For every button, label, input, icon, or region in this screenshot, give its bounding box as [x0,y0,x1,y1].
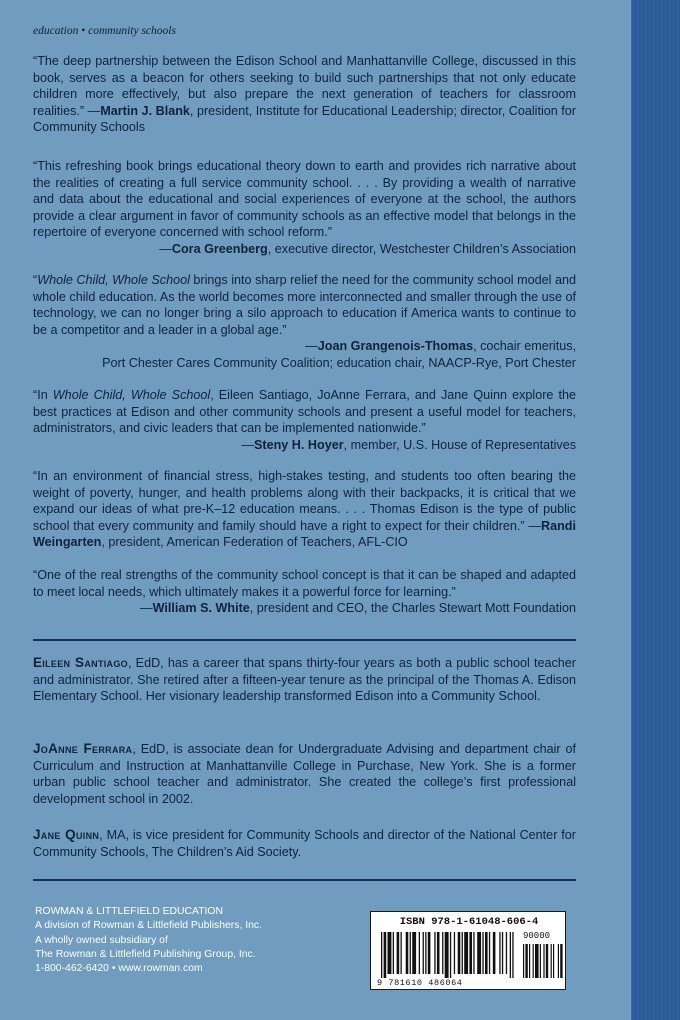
addon-bar [533,944,534,978]
author-bio-quinn [33,827,576,860]
blurb-dash: — [87,103,101,118]
blurb-author-title: , president and CEO, the Charles Stewart Mott Foundation [249,601,576,616]
blurb-author-title: , member, U.S. House of Representatives [343,437,576,452]
blurb-author-title-2: Port Chester Cares Community Coalition; education chair, NAACP-Rye, Port Chester [102,355,576,370]
barcode-bar [388,932,392,974]
addon-bar [535,944,539,978]
barcode-bar [401,932,402,974]
addon-bar [525,944,527,978]
addon-bar [546,944,548,978]
ean-digits: 9 781610 486064 [377,978,463,988]
barcode-bar [423,932,424,974]
barcode-bar [473,932,474,974]
blurb-quote: brings into sharp relief the need for the community school model and whole child education. As the world becomes more interconnected and smaller through the use of technology, we can no longer bring a silo approach to education if America wants to continue to be a competitor and a leader in a global age.” [33,273,576,337]
barcode-bar [450,932,451,978]
isbn-barcode [370,911,566,990]
divider-rule-bottom [33,879,576,881]
publisher-contact: 1-800-462-6420 • www.rowman.com [35,963,203,975]
blurb-dash: — [305,339,318,354]
category-label: education • community schools [33,25,176,37]
addon-bar [543,944,544,978]
addon-bar [523,944,524,978]
barcode-bar [442,932,443,974]
blurb-dash: — [140,601,153,616]
blurb-attribution [33,241,576,258]
author-bio-text: , MA, is vice president for Community Schools and director of the National Center for Community Schools, The Children’s Aid Society. [33,828,576,859]
author-bio-text: , EdD, is associate dean for Undergraduate Advising and department chair of Curriculum and Instruction at Manhattanville College in Purchase, New York. She is a former urban public school teacher and administrator. She created the college’s first professional development school in 2002. [33,742,576,806]
barcode-bar [410,932,411,974]
book-title-italic: Whole Child, Whole School [52,388,211,402]
author-name: JoAnne Ferrara [33,741,133,756]
barcode-bar [412,932,416,974]
author-bio-santiago [33,655,576,705]
barcode-bar [419,932,420,974]
addon-bar [551,944,552,978]
blurb-author: William S. White [152,601,250,616]
barcode-bar [458,932,461,974]
barcode-bar [482,932,483,974]
blurb-quote: , Eileen Santiago, JoAnne Ferrara, and Jane Quinn explore the best practices at Edison and other community schools and present a useful model for teachers, administrators, and civic leaders that can be implemented nationwide.” [33,388,576,436]
isbn-number: ISBN 978-1-61048-606-4 [399,916,539,928]
barcode-bar [384,932,387,978]
blurb-5 [33,468,576,551]
blurb-author: Martin J. Blank [100,103,190,118]
blurb-author: Cora Greenberg [171,241,268,256]
book-title-italic: Whole Child, Whole School [37,273,190,287]
blurb-quote: “The deep partnership between the Edison School and Manhattanville College, discussed in this book, serves as a beacon for others seeking to build such partnerships that not only educate children more effectively, but also prepare the next generation of teachers for classroom realities.” [33,54,576,118]
blurb-attribution [33,437,576,454]
barcode-bar [469,932,472,974]
author-name: Eileen Santiago [33,655,128,670]
blurb-quote: “In an environment of financial stress, high-stakes testing, and students too often bearing the weight of poverty, hunger, and health problems along with their backpacks, it is critical that we expand our ideas of what pre-K–12 education means. . . . Thomas Edison is the type of public school that every community and family should have a right to expect for their children.” [33,469,576,533]
blurb-quote: “One of the real strengths of the community school concept is that it can be shaped and adapted to meet local needs, which ultimately makes it a powerful force for learning.” [33,568,576,599]
author-bio-text: , EdD, has a career that spans thirty-four years as both a public school teacher and administrator. She retired after a fifteen-year tenure as the principal of the Thomas A. Edison Elementary School. Her visionary leadership transformed Edison into a Community School. [33,656,576,704]
addon-bar [529,944,530,978]
barcode-bar [502,932,503,974]
barcode-bar [397,932,400,974]
barcode-bar [381,932,382,978]
blurb-quote: “This refreshing book brings educational theory down to earth and provides rich narrative about the realities of creating a full service community school. . . . By providing a wealth of narrative and data about the educational and social experiences of everyone at the school, the authors provide a clear argument in favor of community schools as an effective model that belongs in the repertoire of everyone concerned with school reform.” [33,159,576,240]
addon-bar [558,944,559,978]
blurb-quote-open: “In [33,388,53,402]
book-spine-edge [631,0,680,1020]
barcode-bar [512,932,513,978]
blurb-dash: — [241,437,255,452]
barcode-bar [393,932,394,974]
blurb-dash: — [159,241,172,256]
addon-bar [553,944,554,978]
blurb-quote-open: “ [33,273,38,287]
barcode-bar [489,932,490,974]
barcode-bar [454,932,455,974]
barcode-bar [425,932,426,974]
barcode-bar [428,932,431,974]
blurb-author-title: , president, American Federation of Teachers, AFL-CIO [101,535,408,550]
blurb-1 [33,53,576,136]
barcode-bar [499,932,500,974]
publisher-group: The Rowman & Littlefield Publishing Group, Inc. [35,948,256,960]
blurb-3 [33,272,576,372]
addon-bar [560,944,562,978]
author-name: Jane Quinn [33,827,100,842]
publisher-subsidiary: A wholly owned subsidiary of [35,934,168,946]
barcode-bar [406,932,409,974]
blurb-attribution [33,338,576,355]
barcode-bar [493,932,496,974]
blurb-dash: — [528,518,542,533]
blurb-6 [33,567,576,617]
barcode-bars [377,932,563,980]
blurb-2 [33,158,576,258]
barcode-bar [477,932,481,974]
barcode-bar [485,932,488,974]
blurb-attribution [33,600,576,617]
blurb-author: Steny H. Hoyer [254,437,344,452]
blurb-author: Joan Grangenois-Thomas [317,339,474,354]
barcode-bar [445,932,449,978]
publisher-info [35,905,335,976]
barcode-bar [434,932,435,974]
barcode-bar [510,932,511,978]
barcode-bar [464,932,468,974]
publisher-division: A division of Rowman & Littlefield Publishers, Inc. [35,920,262,932]
price-code: 90000 [523,931,551,941]
publisher-name: ROWMAN & LITTLEFIELD EDUCATION [35,906,224,917]
blurb-author-title: , president, Institute for Educational Leadership; director, Coalition for Community Schools [33,103,576,135]
divider-rule-top [33,639,576,641]
addon-bar [540,944,541,978]
blurb-4 [33,387,576,453]
blurb-author-title: , executive director, Westchester Children’s Association [267,241,576,256]
barcode-bar [462,932,463,974]
blurb-author-title: , cochair emeritus, [473,339,576,354]
author-bio-ferrara [33,741,576,807]
barcode-bar [506,932,507,974]
barcode-bar [437,932,440,974]
blurb-author: Randi Weingarten [33,518,576,550]
